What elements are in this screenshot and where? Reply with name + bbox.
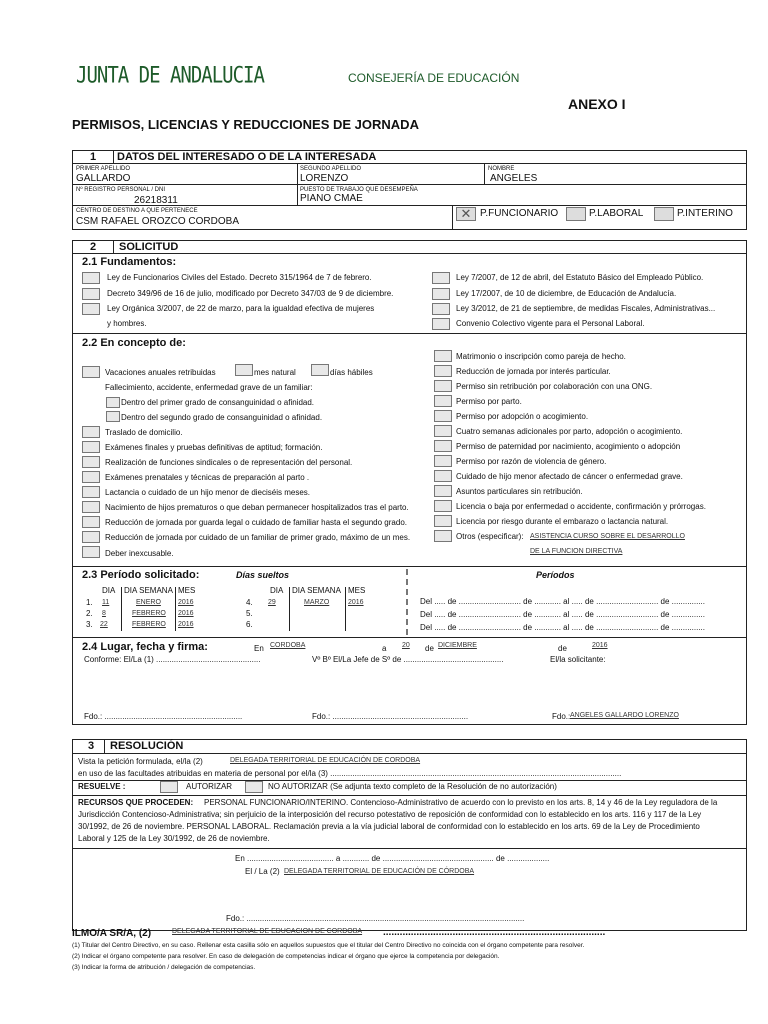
concepto-left-checkbox-4[interactable] bbox=[82, 471, 100, 483]
fund-right-checkbox-1[interactable] bbox=[432, 272, 450, 284]
page-title: PERMISOS, LICENCIAS Y REDUCCIONES DE JORNADA bbox=[72, 117, 419, 132]
col-dia-right: DIA bbox=[270, 586, 284, 595]
concepto-right-checkbox-6[interactable] bbox=[434, 425, 452, 437]
label-registro: Nº REGISTRO PERSONAL / DNI bbox=[76, 187, 165, 193]
footnote-1: (1) Titular del Centro Directivo, en su caso. Rellenar esta casilla sólo en aquellos supuestos que el titular del Centro Directivo no coincida con el órgano competente para resolver. bbox=[72, 942, 585, 949]
footnote-3: (3) Indicar la forma de atribución / delegación de competencias. bbox=[72, 964, 256, 971]
deber-checkbox[interactable] bbox=[82, 546, 100, 558]
vb-line[interactable]: Vº Bº El/La Jefe de Sº de ............................................. bbox=[312, 655, 504, 664]
label-puesto: PUESTO DE TRABAJO QUE DESEMPEÑA bbox=[300, 187, 418, 193]
concepto-left-checkbox-7[interactable] bbox=[82, 516, 100, 528]
concepto-right-checkbox-12[interactable] bbox=[434, 515, 452, 527]
concepto-right-checkbox-1[interactable] bbox=[434, 350, 452, 362]
row-6-number: 6. bbox=[246, 620, 253, 629]
concepto-left-checkbox-5[interactable] bbox=[82, 486, 100, 498]
section-3-number: 3 bbox=[88, 740, 95, 752]
concepto-right-label-9: Cuidado de hijo menor afectado de cáncer o enfermedad grave. bbox=[456, 472, 683, 481]
concepto-left-label-8: Reducción de jornada por cuidado de un familiar de primer grado, máximo de un mes. bbox=[105, 533, 411, 542]
ilmo-delegacion-field[interactable]: DELEGADA TERRITORIAL DE EDUCACION DE CORDOBA bbox=[172, 928, 363, 935]
nombre-field[interactable]: ANGELES bbox=[490, 173, 538, 184]
row-3-mes[interactable]: FEBRERO bbox=[132, 621, 166, 628]
concepto-right-label-1: Matrimonio o inscripción como pareja de hecho. bbox=[456, 352, 626, 361]
concepto-right-checkbox-7[interactable] bbox=[434, 440, 452, 452]
concepto-left-label-4: Exámenes prenatales y técnicas de preparación al parto . bbox=[105, 473, 310, 482]
fund-right-label-4: Convenio Colectivo vigente para el Personal Laboral. bbox=[456, 319, 645, 328]
row-4-number: 4. bbox=[246, 598, 253, 607]
resolucion-delegada-field[interactable]: DELEGADA TERRITORIAL DE EDUCACIÓN DE CÓRDOBA bbox=[284, 868, 475, 875]
no-autorizar-label: NO AUTORIZAR (Se adjunta texto completo de la Resolución de no autorización) bbox=[268, 782, 557, 791]
row-4-anio[interactable]: 2016 bbox=[348, 599, 364, 606]
row-5-number: 5. bbox=[246, 609, 253, 618]
concepto-left-label-3: Realización de funciones sindicales o de representación del personal. bbox=[105, 458, 353, 467]
segundo-grado-checkbox[interactable] bbox=[106, 411, 120, 422]
lugar-title: 2.4 Lugar, fecha y firma: bbox=[82, 641, 208, 653]
periodo-line-3[interactable]: Del ..... de ............................ de ............ al ..... de ............................ de ............... bbox=[420, 623, 705, 632]
fund-left-checkbox-3[interactable] bbox=[82, 303, 100, 315]
concepto-right-label-5: Permiso por adopción o acogimiento. bbox=[456, 412, 589, 421]
anexo-label: ANEXO I bbox=[568, 96, 626, 112]
junta-logo: JUNTA DE ANDALUCIA bbox=[76, 62, 264, 89]
dias-habiles-checkbox[interactable] bbox=[311, 364, 329, 376]
fallecimiento-label: Fallecimiento, accidente, enfermedad grave de un familiar: bbox=[105, 383, 313, 392]
anio-field[interactable]: 2016 bbox=[592, 642, 608, 649]
resuelve-label: RESUELVE : bbox=[78, 782, 126, 791]
concepto-right-label-8: Permiso por razón de violencia de género. bbox=[456, 457, 607, 466]
col-mes-right: MES bbox=[348, 586, 366, 595]
section-2-number: 2 bbox=[90, 241, 97, 253]
periodo-title: 2.3 Período solicitado: bbox=[82, 569, 200, 581]
segundo-apellido-field[interactable]: LORENZO bbox=[300, 173, 349, 184]
concepto-left-checkbox-8[interactable] bbox=[82, 531, 100, 543]
dia-field[interactable]: 20 bbox=[402, 642, 410, 649]
label-segundo-apellido: SEGUNDO APELLIDO bbox=[300, 166, 362, 172]
no-autorizar-checkbox[interactable] bbox=[245, 781, 263, 793]
mes-natural-checkbox[interactable] bbox=[235, 364, 253, 376]
recursos-line-3: 30/1992, de 26 de noviembre. PERSONAL LABORAL. Reclamación previa a la vía judicial laboral de conformidad con lo establecido en los arts. 69 de la Ley de Procedimiento bbox=[78, 822, 700, 831]
dias-sueltos-label: Días sueltos bbox=[236, 570, 290, 580]
vista-delegada-field[interactable]: DELEGADA TERRITORIAL DE EDUCACIÓN DE CORDOBA bbox=[230, 757, 421, 764]
recursos-label: RECURSOS QUE PROCEDEN: bbox=[78, 798, 194, 807]
fund-right-checkbox-3[interactable] bbox=[432, 303, 450, 315]
concepto-right-label-10: Asuntos particulares sin retribución. bbox=[456, 487, 583, 496]
centro-field[interactable]: CSM RAFAEL OROZCO CORDOBA bbox=[76, 216, 239, 227]
firmante-field[interactable]: ANGELES GALLARDO LORENZO bbox=[570, 712, 679, 719]
section-1-title: DATOS DEL INTERESADO O DE LA INTERESADA bbox=[117, 151, 377, 163]
concepto-right-checkbox-10[interactable] bbox=[434, 485, 452, 497]
puesto-field[interactable]: PIANO CMAE bbox=[300, 193, 363, 204]
concepto-left-label-7: Reducción de jornada por guarda legal o cuidado de familiar hasta el segundo grado. bbox=[105, 518, 407, 527]
fund-right-checkbox-4[interactable] bbox=[432, 318, 450, 330]
ilmo-label: ILMO/A SR/A, (2) bbox=[72, 928, 152, 939]
concepto-right-label-3: Permiso sin retribución por colaboración con una ONG. bbox=[456, 382, 653, 391]
row-3-number: 3. bbox=[86, 620, 93, 629]
concepto-left-label-6: Nacimiento de hijos prematuros o que deban permanecer hospitalizados tras el parto. bbox=[105, 503, 409, 512]
row-3-dia[interactable]: 22 bbox=[100, 621, 108, 628]
fund-left-checkbox-1[interactable] bbox=[82, 272, 100, 284]
row-1-mes[interactable]: ENERO bbox=[136, 599, 161, 606]
fund-left-label-1: Ley de Funcionarios Civiles del Estado. Decreto 315/1964 de 7 de febrero. bbox=[107, 273, 372, 282]
concepto-left-label-2: Exámenes finales y pruebas definitivas de aptitud; formación. bbox=[105, 443, 323, 452]
concepto-left-checkbox-6[interactable] bbox=[82, 501, 100, 513]
de-label-2: de bbox=[558, 644, 567, 653]
concepto-left-checkbox-3[interactable] bbox=[82, 456, 100, 468]
funcionario-checkbox[interactable]: ✕ bbox=[456, 207, 476, 221]
otros-value-line-2[interactable]: DE LA FUNCION DIRECTIVA bbox=[530, 548, 623, 555]
solicitante-label: El/la solicitante: bbox=[550, 655, 606, 664]
row-2-dia[interactable]: 8 bbox=[102, 610, 106, 617]
funcionario-label: P.FUNCIONARIO bbox=[480, 208, 559, 219]
row-2-mes[interactable]: FEBRERO bbox=[132, 610, 166, 617]
vista-label: Vista la petición formulada, el/la (2) bbox=[78, 757, 203, 766]
fund-right-label-2: Ley 17/2007, de 10 de diciembre, de Educación de Andalucía. bbox=[456, 289, 677, 298]
periodos-label: Períodos bbox=[536, 570, 575, 580]
otros-value-line-1[interactable]: ASISTENCIA CURSO SOBRE EL DESARROLLO bbox=[530, 533, 685, 540]
resolucion-en-line[interactable]: En ....................................... a ............ de .................................................. de ................... bbox=[235, 854, 550, 863]
concepto-right-label-6: Cuatro semanas adicionales por parto, adopción o acogimiento. bbox=[456, 427, 683, 436]
fund-right-label-3: Ley 3/2012, de 21 de septiembre, de medidas Fiscales, Administrativas... bbox=[456, 304, 716, 313]
concepto-right-checkbox-9[interactable] bbox=[434, 470, 452, 482]
fund-left-checkbox-2[interactable] bbox=[82, 288, 100, 300]
row-2-anio[interactable]: 2016 bbox=[178, 610, 194, 617]
laboral-checkbox[interactable] bbox=[566, 207, 586, 221]
fund-left-label-2: Decreto 349/96 de 16 de julio, modificado por Decreto 347/03 de 9 de diciembre. bbox=[107, 289, 394, 298]
concepto-right-checkbox-5[interactable] bbox=[434, 410, 452, 422]
laboral-label: P.LABORAL bbox=[589, 208, 644, 219]
fund-right-checkbox-2[interactable] bbox=[432, 288, 450, 300]
dias-habiles-label: días hábiles bbox=[330, 368, 373, 377]
periodo-line-1[interactable]: Del ..... de ............................ de ............ al ..... de ............................ de ............... bbox=[420, 597, 705, 606]
row-1-dia[interactable]: 11 bbox=[102, 599, 110, 606]
fundamentos-title: 2.1 Fundamentos: bbox=[82, 256, 177, 268]
fund-left-label-3-cont: y hombres. bbox=[107, 319, 147, 328]
consejeria-title: CONSEJERÍA DE EDUCACIÓN bbox=[348, 71, 520, 85]
concepto-left-checkbox-2[interactable] bbox=[82, 441, 100, 453]
fund-left-label-3: Ley Orgánica 3/2007, de 22 de marzo, para la igualdad efectiva de mujeres bbox=[107, 304, 375, 313]
row-4-dia[interactable]: 29 bbox=[268, 599, 276, 606]
label-centro: CENTRO DE DESTINO A QUE PERTENECE bbox=[76, 208, 198, 214]
row-1-number: 1. bbox=[86, 598, 93, 607]
autorizar-label: AUTORIZAR bbox=[186, 782, 233, 791]
mes-natural-label: mes natural bbox=[254, 368, 296, 377]
fdo-vb[interactable]: Fdo.: ............................................................. bbox=[312, 712, 469, 721]
resolucion-fdo-line[interactable]: Fdo.: ............................................................................................................................. bbox=[226, 914, 525, 923]
en-label: En bbox=[254, 644, 264, 653]
label-nombre: NOMBRE bbox=[488, 166, 515, 172]
section-1-number: 1 bbox=[90, 151, 97, 163]
otros-checkbox[interactable] bbox=[434, 530, 452, 542]
concepto-right-label-11: Licencia o baja por enfermedad o accidente, confirmación y prórrogas. bbox=[456, 502, 706, 511]
primer-apellido-field[interactable]: GALLARDO bbox=[76, 173, 131, 184]
recursos-line-4: Laboral y 125 de la Ley 30/1992, de 26 de noviembre. bbox=[78, 834, 270, 843]
concepto-right-checkbox-2[interactable] bbox=[434, 365, 452, 377]
autorizar-checkbox[interactable] bbox=[160, 781, 178, 793]
fdo-solicitante-label: Fdo.: bbox=[552, 712, 571, 721]
concepto-left-label-1: Traslado de domicilio. bbox=[105, 428, 183, 437]
resolucion-ella-label: El / La (2) bbox=[245, 867, 280, 876]
footnote-2: (2) Indicar el órgano competente para resolver. En caso de delegación de competencias indicar el órgano que ejerce la competencia por delegación. bbox=[72, 953, 500, 960]
fund-right-label-1: Ley 7/2007, de 12 de abril, del Estatuto Básico del Empleado Público. bbox=[456, 273, 704, 282]
ciudad-field[interactable]: CORDOBA bbox=[270, 642, 306, 649]
de-label-1: de bbox=[425, 644, 434, 653]
interino-checkbox[interactable] bbox=[654, 207, 674, 221]
col-dia-left: DIA bbox=[102, 586, 116, 595]
label-primer-apellido: PRIMER APELLIDO bbox=[76, 166, 131, 172]
concepto-right-checkbox-11[interactable] bbox=[434, 500, 452, 512]
concepto-right-checkbox-4[interactable] bbox=[434, 395, 452, 407]
uso-line[interactable]: en uso de las facultades atribuidas en materia de personal por el/la (3) ................................................................................................................................... bbox=[78, 769, 622, 778]
ilmo-dotted-line: ................................................................................ bbox=[383, 927, 606, 938]
concepto-right-label-7: Permiso de paternidad por nacimiento, acogimiento o adopción bbox=[456, 442, 681, 451]
periodo-line-2[interactable]: Del ..... de ............................ de ............ al ..... de ............................ de ............... bbox=[420, 610, 705, 619]
section-2-title: SOLICITUD bbox=[119, 241, 179, 253]
concepto-right-label-12: Licencia por riesgo durante el embarazo o lactancia natural. bbox=[456, 517, 669, 526]
primer-grado-label: Dentro del primer grado de consanguinidad o afinidad. bbox=[121, 398, 315, 407]
row-4-mes[interactable]: MARZO bbox=[304, 599, 330, 606]
recursos-line-1: PERSONAL FUNCIONARIO/INTERINO. Contencioso-Administrativo de acuerdo con lo previsto en los arts. 8, 14 y 46 de la Ley reguladora de la bbox=[204, 798, 718, 807]
row-3-anio[interactable]: 2016 bbox=[178, 621, 194, 628]
concepto-right-label-4: Permiso por parto. bbox=[456, 397, 522, 406]
col-diasem-left: DIA SEMANA bbox=[124, 586, 173, 595]
row-1-anio[interactable]: 2016 bbox=[178, 599, 194, 606]
concepto-left-checkbox-1[interactable] bbox=[82, 426, 100, 438]
interino-label: P.INTERINO bbox=[677, 208, 733, 219]
registro-field[interactable]: 26218311 bbox=[134, 195, 178, 206]
conforme-line[interactable]: Conforme: El/La (1) ............................................... bbox=[84, 655, 261, 664]
section-3-title: RESOLUCIÓN bbox=[110, 740, 184, 752]
otros-label: Otros (especificar): bbox=[456, 532, 524, 541]
primer-grado-checkbox[interactable] bbox=[106, 397, 120, 408]
a-label: a bbox=[382, 644, 387, 653]
concepto-right-label-2: Reducción de jornada por interés particular. bbox=[456, 367, 611, 376]
concepto-right-checkbox-8[interactable] bbox=[434, 455, 452, 467]
fdo-conforme[interactable]: Fdo.: .............................................................. bbox=[84, 712, 243, 721]
segundo-grado-label: Dentro del segundo grado de consanguinidad o afinidad. bbox=[121, 413, 323, 422]
recursos-line-2: Jurisdicción Contencioso-Administrativa; sin perjuicio de la interposición del recurso potestativo de reposición de conformidad con lo establecido en los arts. 116 y 117 de la Ley bbox=[78, 810, 702, 819]
deber-label: Deber inexcusable. bbox=[105, 549, 174, 558]
col-mes-left: MES bbox=[178, 586, 196, 595]
vacaciones-checkbox[interactable] bbox=[82, 366, 100, 378]
vacaciones-label: Vacaciones anuales retribuidas bbox=[105, 368, 216, 377]
concepto-right-checkbox-3[interactable] bbox=[434, 380, 452, 392]
col-diasem-right: DIA SEMANA bbox=[292, 586, 341, 595]
concepto-title: 2.2 En concepto de: bbox=[82, 337, 186, 349]
concepto-left-label-5: Lactancia o cuidado de un hijo menor de dieciséis meses. bbox=[105, 488, 311, 497]
mes-field[interactable]: DICIEMBRE bbox=[438, 642, 477, 649]
row-2-number: 2. bbox=[86, 609, 93, 618]
